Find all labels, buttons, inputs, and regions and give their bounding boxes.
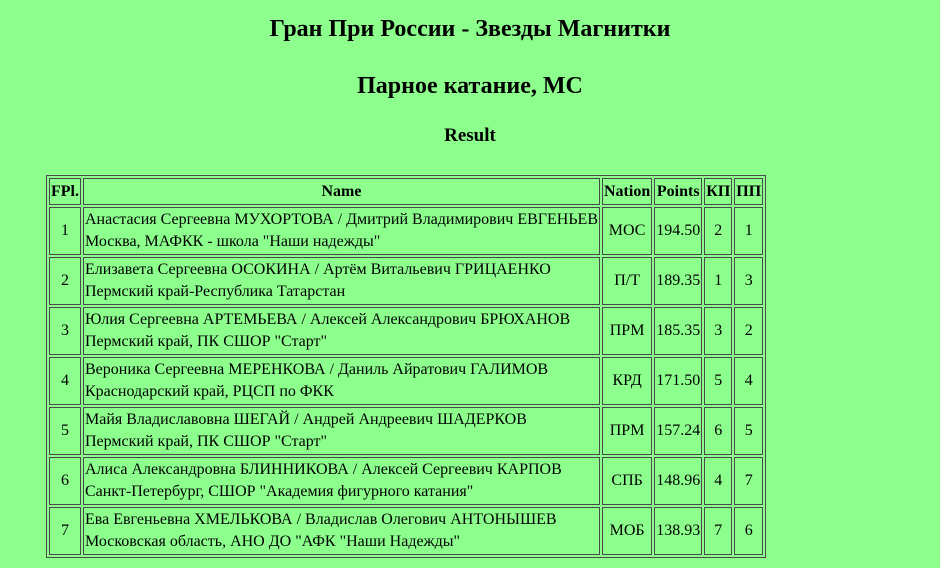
cell-pp: 1 (734, 207, 763, 255)
page-header (0, 0, 940, 148)
pair-club: Краснодарский край, РЦСП по ФКК (85, 383, 334, 400)
pair-names: Алиса Александровна БЛИННИКОВА / Алексей Сергеевич КАРПОВ (85, 461, 562, 478)
pair-names: Юлия Сергеевна АРТЕМЬЕВА / Алексей Александрович БРЮХАНОВ (85, 311, 571, 328)
pair-club: Пермский край-Республика Татарстан (85, 283, 346, 300)
pair-club: Пермский край, ПК СШОР "Старт" (85, 333, 328, 350)
pair-names: Вероника Сергеевна МЕРЕНКОВА / Даниль Айратович ГАЛИМОВ (85, 361, 549, 378)
header-points: Points (654, 178, 702, 205)
table-header-row (49, 178, 763, 205)
cell-fpl: 7 (49, 507, 81, 555)
header-fpl: FPl. (49, 178, 81, 205)
cell-fpl: 2 (49, 257, 81, 305)
cell-kp: 3 (704, 307, 732, 355)
table-row (49, 257, 763, 305)
page-title: Гран При России - Звезды Магнитки (269, 16, 671, 42)
cell-kp: 7 (704, 507, 732, 555)
header-pp: ПП (734, 178, 763, 205)
cell-nation: ПРМ (602, 307, 652, 355)
cell-fpl: 1 (49, 207, 81, 255)
cell-nation: СПБ (602, 457, 652, 505)
pair-names: Елизавета Сергеевна ОСОКИНА / Артём Витальевич ГРИЦАЕНКО (85, 261, 551, 278)
cell-nation: ПРМ (602, 407, 652, 455)
cell-points: 148.96 (654, 457, 702, 505)
section-title: Result (444, 125, 496, 146)
header-nation: Nation (602, 178, 652, 205)
header-name: Name (83, 178, 600, 205)
table-row (49, 207, 763, 255)
cell-pp: 2 (734, 307, 763, 355)
cell-points: 189.35 (654, 257, 702, 305)
cell-kp: 4 (704, 457, 732, 505)
pair-club: Московская область, АНО ДО "АФК "Наши Надежды" (85, 533, 461, 550)
table-row (49, 307, 763, 355)
cell-kp: 5 (704, 357, 732, 405)
cell-nation: МОБ (602, 507, 652, 555)
pair-names: Ева Евгеньевна ХМЕЛЬКОВА / Владислав Олегович АНТОНЫШЕВ (85, 511, 557, 528)
cell-pp: 5 (734, 407, 763, 455)
header-kp: КП (704, 178, 732, 205)
table-row (49, 457, 763, 505)
pair-club: Санкт-Петербург, СШОР "Академия фигурного катания" (85, 483, 474, 500)
cell-fpl: 4 (49, 357, 81, 405)
cell-points: 194.50 (654, 207, 702, 255)
cell-fpl: 3 (49, 307, 81, 355)
pair-names: Майя Владиславовна ШЕГАЙ / Андрей Андреевич ШАДЕРКОВ (85, 411, 527, 428)
table-row (49, 407, 763, 455)
cell-pp: 7 (734, 457, 763, 505)
cell-fpl: 5 (49, 407, 81, 455)
cell-nation: МОС (602, 207, 652, 255)
cell-points: 171.50 (654, 357, 702, 405)
cell-points: 138.93 (654, 507, 702, 555)
table-row (49, 357, 763, 405)
cell-points: 185.35 (654, 307, 702, 355)
cell-name (83, 407, 600, 455)
cell-kp: 6 (704, 407, 732, 455)
cell-name (83, 257, 600, 305)
pair-club: Москва, МАФКК - школа "Наши надежды" (85, 233, 381, 250)
pair-club: Пермский край, ПК СШОР "Старт" (85, 433, 328, 450)
cell-name (83, 307, 600, 355)
cell-pp: 6 (734, 507, 763, 555)
cell-name (83, 207, 600, 255)
cell-pp: 4 (734, 357, 763, 405)
cell-points: 157.24 (654, 407, 702, 455)
pair-names: Анастасия Сергеевна МУХОРТОВА / Дмитрий Владимирович ЕВГЕНЬЕВ (85, 211, 598, 228)
cell-kp: 1 (704, 257, 732, 305)
cell-name (83, 507, 600, 555)
cell-pp: 3 (734, 257, 763, 305)
cell-name (83, 357, 600, 405)
cell-name (83, 457, 600, 505)
table-row (49, 507, 763, 555)
cell-nation: КРД (602, 357, 652, 405)
page-subtitle: Парное катание, МС (357, 73, 583, 99)
cell-nation: П/Т (602, 257, 652, 305)
results-table (46, 175, 766, 558)
cell-kp: 2 (704, 207, 732, 255)
cell-fpl: 6 (49, 457, 81, 505)
